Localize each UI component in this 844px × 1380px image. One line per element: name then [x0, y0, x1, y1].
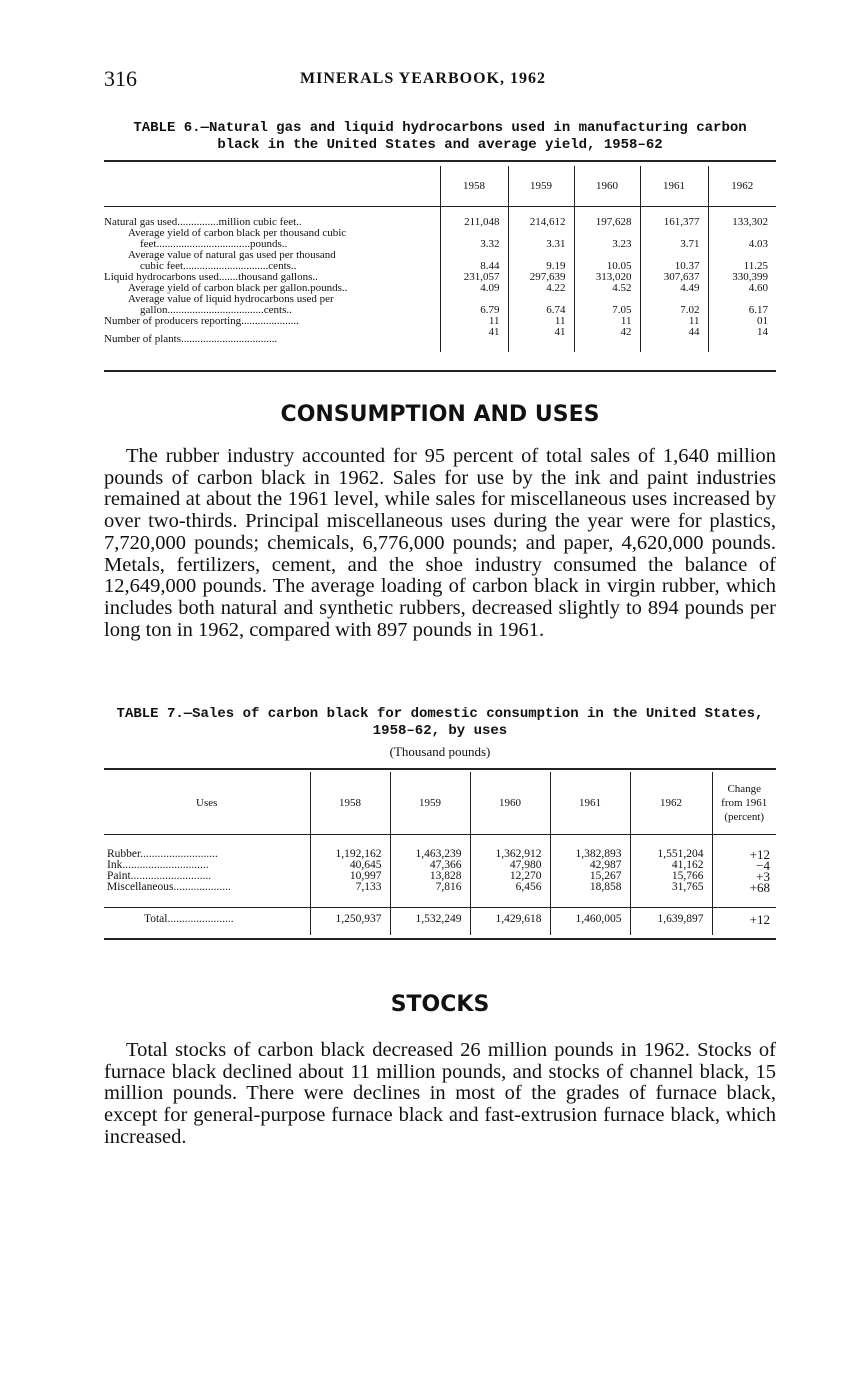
table7-cell: 41,162: [630, 860, 712, 871]
table7-cell: 47,980: [470, 860, 550, 871]
table6-cell: [440, 228, 508, 239]
table6-cell: [574, 228, 640, 239]
table7-change-header: [712, 772, 776, 834]
table6-cell: 4.52: [574, 283, 640, 294]
table6-row: [104, 239, 776, 250]
table7-cell: 10,997: [310, 871, 390, 882]
table7-title-line2: 1958–62, by uses: [372, 723, 508, 739]
table7-cell: 1,551,204: [630, 834, 712, 860]
page-header: [104, 66, 776, 96]
table6-cell: 7.05: [574, 305, 640, 316]
table7-cell: 1,250,937: [310, 907, 390, 935]
table6-cell: 3.23: [574, 239, 640, 250]
table6-cell: 197,628: [574, 206, 640, 228]
table6-cell: [508, 294, 574, 305]
table7-cell: 1,429,618: [470, 907, 550, 935]
table6-cell: 8.44: [440, 261, 508, 272]
table7-cell: 7,133: [310, 882, 390, 908]
table6-cell: 6.74: [508, 305, 574, 316]
table6-cell: [640, 250, 708, 261]
table7-cell: 40,645: [310, 860, 390, 871]
table6-cell: 10.05: [574, 261, 640, 272]
table7-change-header-line: from 1961: [721, 796, 768, 809]
table6-cell: 231,057: [440, 272, 508, 283]
table6-row-label: Average yield of carbon black per thousand cubic: [128, 227, 347, 239]
table7-row: [104, 834, 776, 860]
table6-row: [104, 316, 776, 327]
table6-cell: 313,020: [574, 272, 640, 283]
table6-row-label: Average yield of carbon black per gallon.pounds..: [128, 282, 348, 294]
table7-row: [104, 871, 776, 882]
table6-cell: 4.49: [640, 283, 708, 294]
table6-row: [104, 272, 776, 283]
table6-row: [104, 283, 776, 294]
table6-cell: 41: [508, 327, 574, 352]
table7-year-header: 1962: [630, 772, 712, 834]
table7-cell: 15,267: [550, 871, 630, 882]
table6-cell: 14: [708, 327, 776, 352]
table6-cell: 11: [640, 316, 708, 327]
table6-year-header: 1958: [440, 166, 508, 206]
table7-cell: 15,766: [630, 871, 712, 882]
table6-cell: 42: [574, 327, 640, 352]
table6-year-header: 1962: [708, 166, 776, 206]
table7-row-label: Ink..............................: [107, 859, 209, 871]
table6-cell: [640, 228, 708, 239]
table6-cell: 10.37: [640, 261, 708, 272]
table6-cell: 11: [508, 316, 574, 327]
table6-cell: [440, 250, 508, 261]
table6-cell: 11: [574, 316, 640, 327]
table7-uses-header: Uses: [104, 772, 310, 834]
table7-cell: 1,463,239: [390, 834, 470, 860]
table6-cell: 7.02: [640, 305, 708, 316]
table6-row-label: Number of plants...................................: [104, 332, 278, 345]
table6-row-label: Liquid hydrocarbons used.......thousand gallons..: [104, 271, 318, 283]
table7-cell: 47,366: [390, 860, 470, 871]
table6-cell: 3.32: [440, 239, 508, 250]
table7-change-cell: −4: [712, 860, 776, 871]
table6-row: [104, 305, 776, 316]
table6-cell: 211,048: [440, 206, 508, 228]
table7-total-row: [104, 907, 776, 935]
table6-cell: [708, 228, 776, 239]
table6: [104, 166, 776, 352]
section-heading-consumption: CONSUMPTION AND USES: [280, 402, 600, 427]
table6-cell: [640, 294, 708, 305]
table7-cell: 6,456: [470, 882, 550, 908]
table7-cell: 1,460,005: [550, 907, 630, 935]
table7-change-header-line: Change: [727, 782, 762, 795]
table6-row: [104, 327, 776, 352]
table7-subtitle: (Thousand pounds): [389, 744, 491, 759]
table6-cell: 330,399: [708, 272, 776, 283]
table6-cell: 161,377: [640, 206, 708, 228]
table7-change-cell: +12: [712, 907, 776, 935]
table7-cell: 1,639,897: [630, 907, 712, 935]
table6-cell: 4.09: [440, 283, 508, 294]
table6-cell: 6.79: [440, 305, 508, 316]
table6-cell: [440, 294, 508, 305]
table6-row-label: feet..................................pounds..: [140, 238, 288, 250]
table7-title-line1: TABLE 7.—Sales of carbon black for domestic consumption in the United States,: [116, 706, 764, 722]
table7-row: [104, 882, 776, 908]
table7-change-cell: +3: [712, 871, 776, 882]
table7-title: [104, 706, 776, 740]
table7-top-rule: [104, 768, 776, 770]
page-number: 316: [104, 66, 137, 91]
table6-title-line2: black in the United States and average yield, 1958–62: [217, 137, 663, 153]
table6-cell: 01: [708, 316, 776, 327]
table6-row-label: gallon...................................cents..: [140, 304, 292, 316]
table6-row: [104, 250, 776, 261]
table6-cell: 6.17: [708, 305, 776, 316]
table6-cell: 3.31: [508, 239, 574, 250]
table7-cell: 18,858: [550, 882, 630, 908]
table6-cell: 214,612: [508, 206, 574, 228]
table6-row-label: Average value of natural gas used per thousand: [128, 249, 336, 261]
table6-cell: [708, 294, 776, 305]
stocks-paragraph: Total stocks of carbon black decreased 26 million pounds in 1962. Stocks of furnace black declined about 11 million pounds, and stocks of channel black, 15 million pounds. There were declines in most of the grades of furnace black, except for general-purpose furnace black and fast-extrusion furnace black, which increased.: [104, 1039, 776, 1148]
table6-top-rule: [104, 160, 776, 162]
table6-row: [104, 294, 776, 305]
table6-year-header: 1961: [640, 166, 708, 206]
table6-row-label: cubic feet...............................cents..: [140, 260, 297, 272]
table6-cell: 297,639: [508, 272, 574, 283]
table6-cell: 133,302: [708, 206, 776, 228]
table7-row-label: Paint............................: [107, 870, 212, 882]
table6-cell: 4.60: [708, 283, 776, 294]
table7-cell: 42,987: [550, 860, 630, 871]
table6-cell: [708, 250, 776, 261]
table6-row: [104, 261, 776, 272]
table6-cell: 11.25: [708, 261, 776, 272]
table6-year-header: 1960: [574, 166, 640, 206]
table6-title: [104, 120, 776, 154]
table6-row: [104, 228, 776, 239]
table7-row-label: Miscellaneous....................: [107, 881, 231, 893]
table7-cell: 13,828: [390, 871, 470, 882]
table7-cell: 7,816: [390, 882, 470, 908]
table6-row-label: Number of producers reporting.....................: [104, 315, 299, 327]
table6-title-line1: TABLE 6.—Natural gas and liquid hydrocarbons used in manufacturing carbon: [133, 120, 747, 136]
section-heading-stocks: STOCKS: [390, 992, 490, 1017]
table6-cell: 307,637: [640, 272, 708, 283]
table7-row-label: Rubber...........................: [107, 847, 218, 860]
table7-cell: 1,192,162: [310, 834, 390, 860]
table7-change-header-line: (percent): [724, 810, 765, 823]
table6-bottom-rule: [104, 370, 776, 372]
table7-row: [104, 860, 776, 871]
table6-cell: 44: [640, 327, 708, 352]
table7-row-label: Total.......................: [104, 907, 310, 935]
consumption-paragraph: The rubber industry accounted for 95 percent of total sales of 1,640 million pounds of carbon black in 1962. Sales for use by the ink and paint industries remained at about the 1961 level, while sales for miscellaneous uses increased by over two-thirds. Principal miscellaneous uses during the year were for plastics, 7,720,000 pounds; chemicals, 6,776,000 pounds; and paper, 4,620,000 pounds. Metals, fertilizers, cement, and the shoe industry consumed the balance of 12,649,000 pounds. The average loading of carbon black in virgin rubber, which includes both natural and synthetic rubbers, decreased slightly to 894 pounds per long ton in 1962, compared with 897 pounds in 1961.: [104, 445, 776, 641]
table7-change-cell: +68: [712, 882, 776, 908]
table6-cell: 11: [440, 316, 508, 327]
table6-cell: [508, 250, 574, 261]
table6-cell: [574, 294, 640, 305]
table7-cell: 31,765: [630, 882, 712, 908]
table7-year-header: 1961: [550, 772, 630, 834]
table7-cell: 1,382,893: [550, 834, 630, 860]
table6-cell: 4.03: [708, 239, 776, 250]
table6-year-header: 1959: [508, 166, 574, 206]
table7-change-cell: +12: [712, 834, 776, 860]
table6-cell: 41: [440, 327, 508, 352]
table7: [104, 772, 776, 935]
table6-row-label: Average value of liquid hydrocarbons used per: [128, 293, 334, 305]
table6-row-label: Natural gas used...............million cubic feet..: [104, 215, 302, 228]
running-title: MINERALS YEARBOOK, 1962: [300, 70, 546, 87]
table7-year-header: 1960: [470, 772, 550, 834]
table7-cell: 12,270: [470, 871, 550, 882]
table7-cell: 1,362,912: [470, 834, 550, 860]
table7-cell: 1,532,249: [390, 907, 470, 935]
table7-year-header: 1958: [310, 772, 390, 834]
table6-cell: [508, 228, 574, 239]
table6-cell: 9.19: [508, 261, 574, 272]
table7-bottom-rule: [104, 938, 776, 940]
table6-cell: 4.22: [508, 283, 574, 294]
table6-cell: [574, 250, 640, 261]
table6-cell: 3.71: [640, 239, 708, 250]
table7-year-header: 1959: [390, 772, 470, 834]
table6-row: [104, 206, 776, 228]
